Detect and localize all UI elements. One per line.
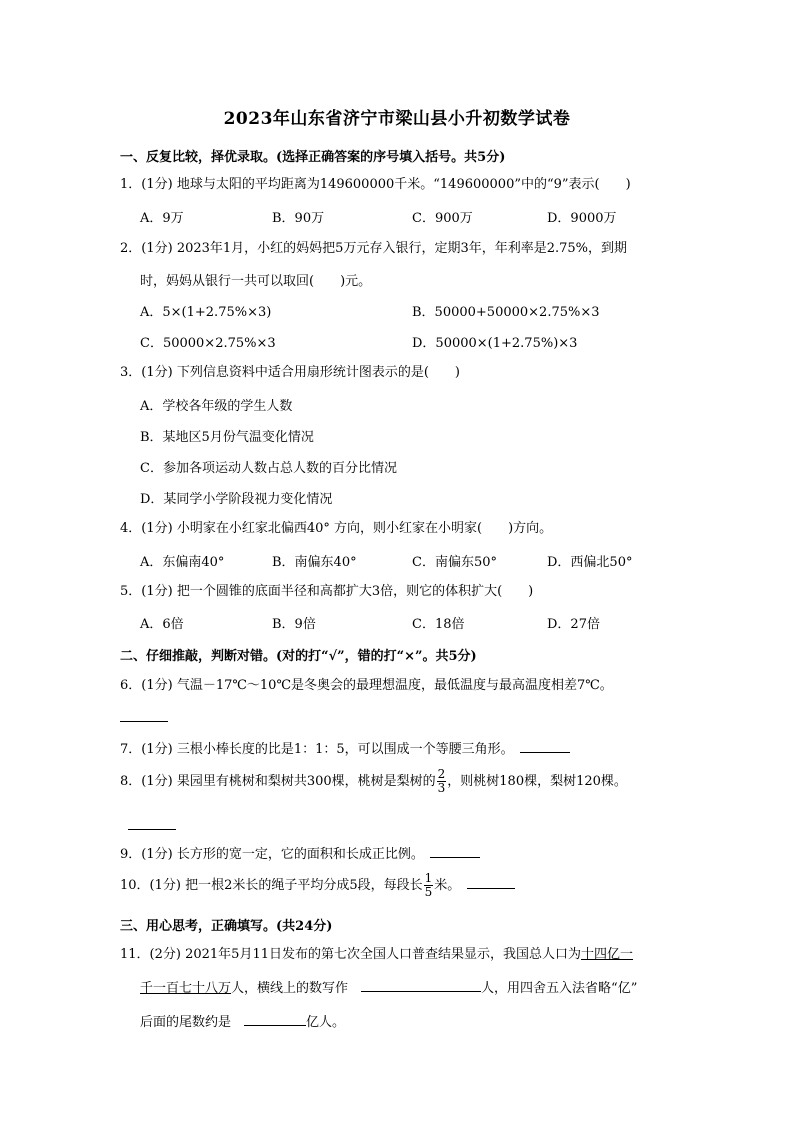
question-11-text-b: 人，横线上的数写作 xyxy=(231,981,349,996)
question-8 xyxy=(120,768,720,795)
q8-fraction-denominator: 3 xyxy=(437,781,446,795)
q11-underlined-number-a: 十四亿一 xyxy=(581,947,634,962)
q11-answer-blank-1[interactable] xyxy=(361,977,481,992)
q5-option-c[interactable]: C．18倍 xyxy=(412,617,465,632)
q1-option-c[interactable]: C．900万 xyxy=(412,211,473,226)
q10-answer-blank[interactable] xyxy=(467,874,515,889)
section-2-heading: 二、仔细推敲，判断对错。(对的打“√”，错的打“×”。共5分) xyxy=(120,649,477,664)
question-9 xyxy=(120,843,680,865)
question-11-line2 xyxy=(140,977,637,996)
question-10-text-b: 米。 xyxy=(434,878,454,893)
section-1-heading: 一、反复比较，择优录取。(选择正确答案的序号填入括号。共5分) xyxy=(120,150,506,165)
question-8-text-b: ，则桃树180棵，梨树120棵。 xyxy=(447,774,627,789)
q4-option-b[interactable]: B．南偏东40° xyxy=(272,555,357,570)
q11-answer-blank-2[interactable] xyxy=(244,1011,306,1026)
question-7 xyxy=(120,738,680,760)
question-3: 3．(1分) 下列信息资料中适合用扇形统计图表示的是( ) xyxy=(120,365,460,380)
question-11-text-a: 11．(2分) 2021年5月11日发布的第七次全国人口普查结果显示，我国总人口为 xyxy=(120,947,581,962)
q5-option-b[interactable]: B．9倍 xyxy=(272,617,316,632)
q11-underlined-number-b: 千一百七十八万 xyxy=(140,981,232,996)
question-7-text: 7．(1分) 三根小棒长度的比是1：1：5，可以围成一个等腰三角形。 xyxy=(120,742,508,757)
q3-option-d[interactable]: D．某同学小学阶段视力变化情况 xyxy=(140,492,333,507)
q5-option-a[interactable]: A．6倍 xyxy=(140,617,184,632)
question-9-text: 9．(1分) 长方形的宽一定，它的面积和长成正比例。 xyxy=(120,847,418,862)
q2-option-b[interactable]: B．50000+50000×2.75%×3 xyxy=(412,305,600,320)
q10-fraction-denominator: 5 xyxy=(424,885,433,899)
q4-option-d[interactable]: D．西偏北50° xyxy=(547,555,633,570)
q10-fraction-numerator: 1 xyxy=(424,871,433,885)
q2-option-d[interactable]: D．50000×(1+2.75%)×3 xyxy=(412,336,578,351)
question-11-text-e: 亿人。 xyxy=(306,1015,346,1030)
question-11-line3 xyxy=(140,1011,345,1030)
question-4: 4．(1分) 小明家在小红家北偏西40° 方向，则小红家在小明家( )方向。 xyxy=(120,521,553,536)
question-1: 1．(1分) 地球与太阳的平均距离为149600000千米。“149600000”中的“9”表示( ) xyxy=(120,177,631,192)
q8-answer-blank[interactable] xyxy=(128,815,176,834)
question-10 xyxy=(120,872,680,899)
question-10-text-a: 10．(1分) 把一根2米长的绳子平均分成5段，每段长 xyxy=(120,878,423,893)
q3-option-c[interactable]: C．参加各项运动人数占总人数的百分比情况 xyxy=(140,461,397,476)
question-11-text-d: 后面的尾数约是 xyxy=(140,1015,232,1030)
q7-answer-blank[interactable] xyxy=(520,738,570,753)
q5-option-d[interactable]: D．27倍 xyxy=(547,617,600,632)
question-11-line1 xyxy=(120,945,680,965)
q1-option-a[interactable]: A．9万 xyxy=(140,211,184,226)
q8-fraction xyxy=(437,768,447,795)
q4-option-a[interactable]: A．东偏南40° xyxy=(140,555,225,570)
question-5: 5．(1分) 把一个圆锥的底面半径和高都扩大3倍，则它的体积扩大( ) xyxy=(120,584,534,599)
page-title: 2023年山东省济宁市梁山县小升初数学试卷 xyxy=(223,109,571,129)
question-2-line2: 时，妈妈从银行一共可以取回( )元。 xyxy=(140,274,372,289)
question-8-text-a: 8．(1分) 果园里有桃树和梨树共300棵，桃树是梨树的 xyxy=(120,774,436,789)
q4-option-c[interactable]: C．南偏东50° xyxy=(412,555,497,570)
q8-fraction-numerator: 2 xyxy=(437,767,446,781)
q9-answer-blank[interactable] xyxy=(430,843,480,858)
question-6: 6．(1分) 气温－17℃～10℃是冬奥会的最理想温度，最低温度与最高温度相差7℃。 xyxy=(120,678,613,693)
q1-option-d[interactable]: D．9000万 xyxy=(547,211,617,226)
question-2: 2．(1分) 2023年1月，小红的妈妈把5万元存入银行，定期3年，年利率是2.75%，到期 xyxy=(120,241,628,256)
section-3-heading: 三、用心思考，正确填写。(共24分) xyxy=(120,919,333,934)
q6-answer-blank[interactable] xyxy=(120,707,168,726)
q10-fraction xyxy=(424,872,434,899)
q1-option-b[interactable]: B．90万 xyxy=(272,211,325,226)
q3-option-a[interactable]: A．学校各年级的学生人数 xyxy=(140,399,293,414)
question-11-text-c: 人，用四舍五入法省略“亿” xyxy=(481,981,638,996)
q3-option-b[interactable]: B．某地区5月份气温变化情况 xyxy=(140,430,314,445)
q2-option-a[interactable]: A．5×(1+2.75%×3) xyxy=(140,305,272,320)
q2-option-c[interactable]: C．50000×2.75%×3 xyxy=(140,336,276,351)
